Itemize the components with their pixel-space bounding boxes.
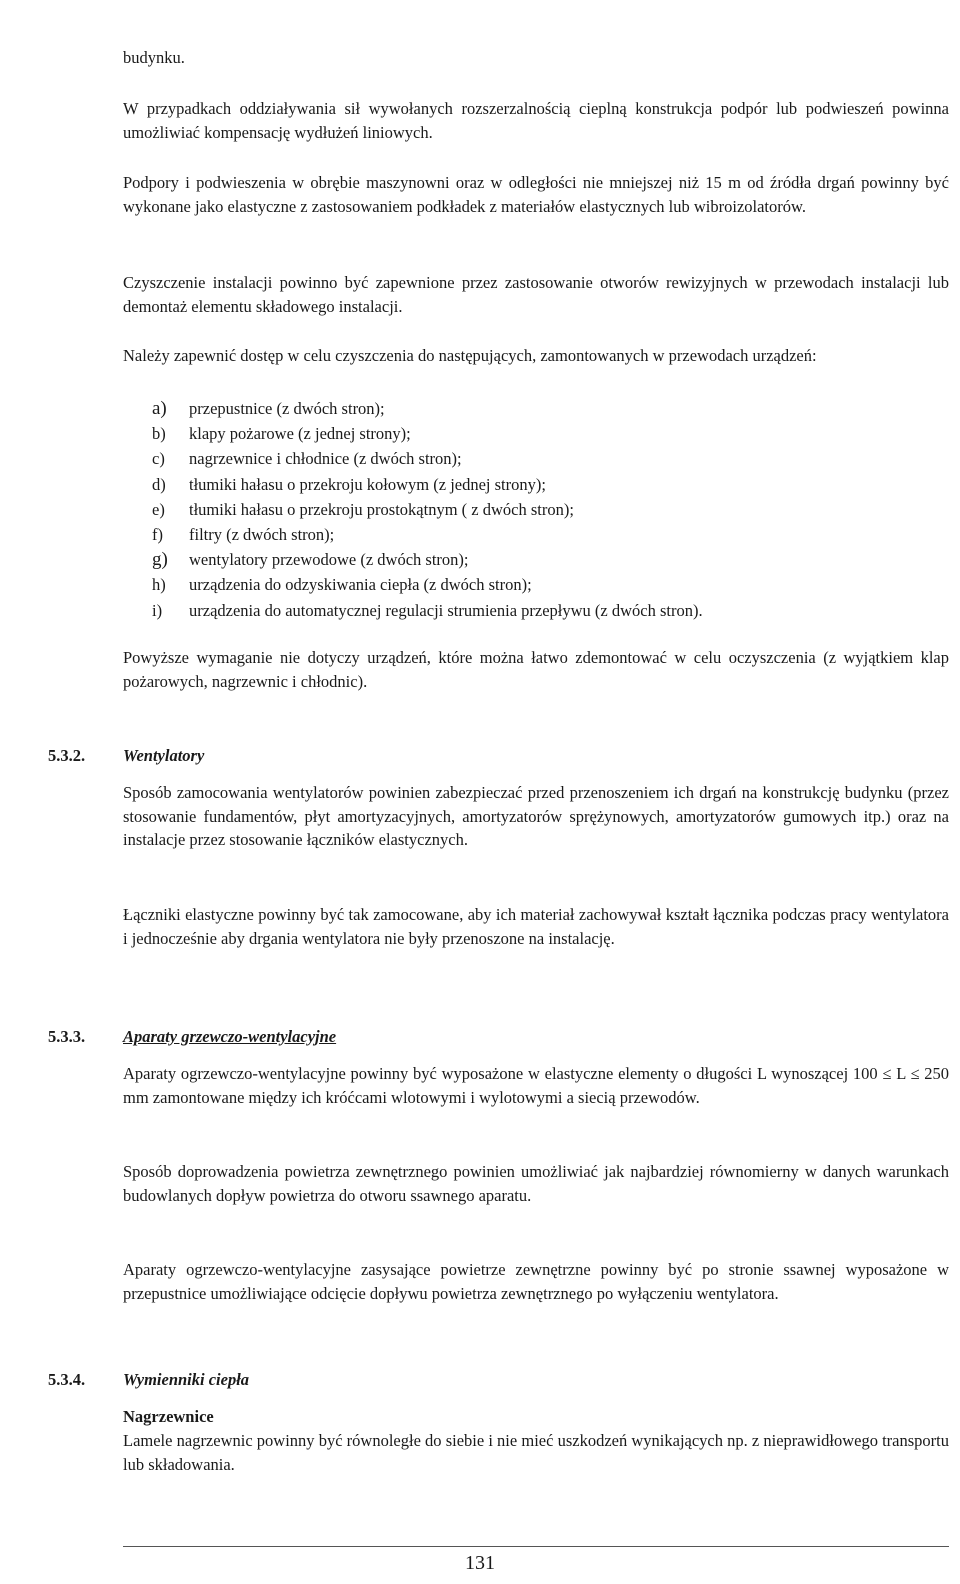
list-item <box>152 547 932 572</box>
list-label: a) <box>152 398 167 419</box>
section-heading-5-3-2 <box>48 743 928 769</box>
paragraph-outdoor-air: Sposób doprowadzenia powietrza zewnętrznego powinien umożliwiać jak najbardziej równomierny w danych warunkach budowlanych dopływ powietrza do otworu ssawnego aparatu. <box>123 1162 949 1205</box>
section-heading-5-3-3 <box>48 1024 928 1050</box>
list-label: g) <box>152 549 168 571</box>
section-title: Wentylatory <box>123 746 205 765</box>
paragraph-heater-fins: Lamele nagrzewnic powinny być równoległe do siebie i nie mieć uszkodzeń wynikających np. z nieprawidłowego transportu lub składowania. <box>123 1431 949 1474</box>
section-number: 5.3.2. <box>48 746 86 765</box>
subheading-heaters: Nagrzewnice <box>123 1407 214 1426</box>
list-label: d) <box>152 474 166 494</box>
list-label: c) <box>152 449 165 469</box>
list-text: nagrzewnice i chłodnice (z dwóch stron); <box>189 449 462 469</box>
list-text: klapy pożarowe (z jednej strony); <box>189 424 411 444</box>
section-number: 5.3.4. <box>48 1370 86 1389</box>
list-item <box>152 472 932 497</box>
list-label: f) <box>152 524 163 544</box>
paragraph-access-cleaning: Należy zapewnić dostęp w celu czyszczenia do następujących, zamontowanych w przewodach urządzeń: <box>123 346 817 365</box>
paragraph-exception: Powyższe wymaganie nie dotyczy urządzeń, które można łatwo zdemontować w celu oczyszczenia (z wyjątkiem klap pożarowych, nagrzewnic i chłodnic). <box>123 648 949 691</box>
list-text: wentylatory przewodowe (z dwóch stron); <box>189 550 469 570</box>
page-number: 131 <box>465 1552 495 1574</box>
paragraph-budynku: budynku. <box>123 48 185 67</box>
paragraph-fan-mounting: Sposób zamocowania wentylatorów powinien zabezpieczać przed przenoszeniem ich drgań na konstrukcję budynku (przez stosowanie fundamentów, płyt amortyzacyjnych, amortyzatorów sprężynowych, amortyzatorów gumowych itp.) oraz na instalacje przez stosowanie łączników elastycznych. <box>123 783 949 849</box>
paragraph-thermal-expansion: W przypadkach oddziaływania sił wywołanych rozszerzalnością cieplną konstrukcja podpór lub podwieszeń powinna umożliwiać kompensację wydłużeń liniowych. <box>123 99 949 142</box>
list-text: urządzenia do automatycznej regulacji strumienia przepływu (z dwóch stron). <box>189 600 703 620</box>
section-heading-5-3-4 <box>48 1367 928 1393</box>
list-label: e) <box>152 499 165 519</box>
list-text: urządzenia do odzyskiwania ciepła (z dwóch stron); <box>189 575 532 595</box>
list-item <box>152 497 932 522</box>
list-label: i) <box>152 600 163 620</box>
footer-divider <box>123 1546 949 1547</box>
paragraph-cleaning: Czyszczenie instalacji powinno być zapewnione przez zastosowanie otworów rewizyjnych w przewodach instalacji lub demontaż elementu składowego instalacji. <box>123 273 949 316</box>
list-text: przepustnice (z dwóch stron); <box>189 399 385 418</box>
paragraph-dampers: Aparaty ogrzewczo-wentylacyjne zasysające powietrze zewnętrzne powinny być po stronie ssawnej wyposażone w przepustnice umożliwiające odcięcie dopływu powietrza zewnętrznego po wyłączeniu wentylatora. <box>123 1260 949 1303</box>
list-item <box>152 522 932 547</box>
paragraph-elastic-connectors: Łączniki elastyczne powinny być tak zamocowane, aby ich materiał zachowywał kształt łącznika podczas pracy wentylatora i jednocześnie aby drgania wentylatora nie były przenoszone na instalację. <box>123 905 949 948</box>
list-item <box>152 598 932 623</box>
list-text: tłumiki hałasu o przekroju kołowym (z jednej strony); <box>189 474 546 494</box>
list-item <box>152 421 932 446</box>
list-item <box>152 572 932 597</box>
paragraph-heating-units: Aparaty ogrzewczo-wentylacyjne powinny być wyposażone w elastyczne elementy o długości L wynoszącej 100 ≤ L ≤ 250 mm zamontowane między ich króćcami wlotowymi i wylotowymi a siecią przewodów. <box>123 1064 949 1107</box>
list-item <box>152 396 932 421</box>
section-title: Wymienniki ciepła <box>123 1370 250 1389</box>
paragraph-supports-vibration: Podpory i podwieszenia w obrębie maszynowni oraz w odległości nie mniejszej niż 15 m od źródła drgań powinny być wykonane jako elastyczne z zastosowaniem podkładek z materiałów elastycznych lub wibroizolatorów. <box>123 173 949 216</box>
section-number: 5.3.3. <box>48 1027 86 1046</box>
device-list <box>152 396 932 623</box>
list-text: filtry (z dwóch stron); <box>189 524 335 544</box>
list-text: tłumiki hałasu o przekroju prostokątnym ( z dwóch stron); <box>189 499 574 519</box>
list-item <box>152 446 932 471</box>
section-title: Aparaty grzewczo-wentylacyjne <box>123 1027 337 1046</box>
list-label: h) <box>152 575 166 595</box>
list-label: b) <box>152 424 166 444</box>
